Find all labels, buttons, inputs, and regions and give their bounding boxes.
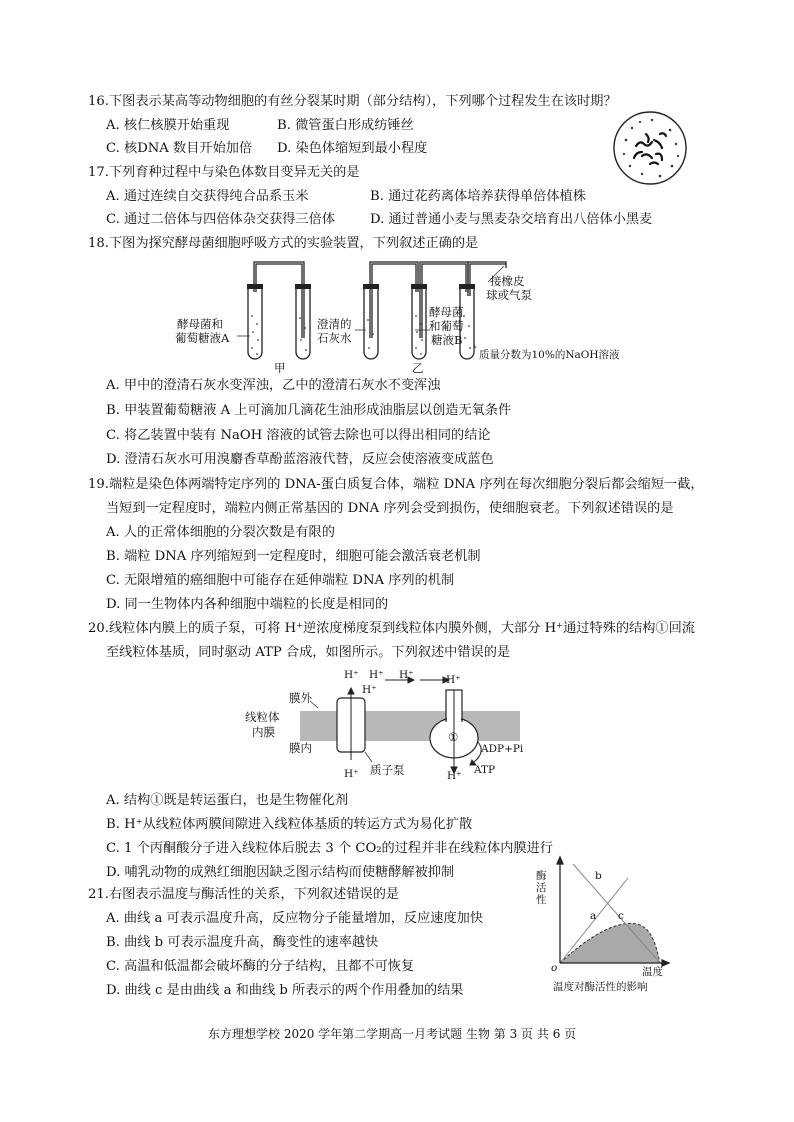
label-structure-one: ① <box>448 730 459 744</box>
q21-option-d: D. 曲线 c 是由曲线 a 和曲线 b 所表示的两个作用叠加的结果 <box>106 983 464 998</box>
graph-origin: o <box>551 962 558 974</box>
q20-option-a: A. 结构①既是转运蛋白，也是生物催化剂 <box>106 793 349 808</box>
label-membrane-outer: 膜外 <box>289 691 312 705</box>
label-proton-pump: 质子泵 <box>370 763 405 777</box>
label-lime-line1: 澄清的 <box>317 317 352 331</box>
label-membrane-inner: 膜内 <box>289 741 312 755</box>
label-lime-line2: 石灰水 <box>317 331 352 345</box>
h-plus-top-mid: H⁺ <box>362 684 377 696</box>
label-yeast-a-line1: 酵母菌和 <box>177 317 223 331</box>
q18-option-b: B. 甲装置葡萄糖液 A 上可滴加几滴花生油形成油脂层以创造无氧条件 <box>106 403 512 418</box>
curve-a-label: a <box>590 910 597 922</box>
q16-option-d: D. 染色体缩短到最小程度 <box>277 141 428 156</box>
q16-option-c: C. 核DNA 数目开始加倍 <box>106 141 253 156</box>
q17-option-a: A. 通过连续自交获得纯合品系玉米 <box>106 189 309 204</box>
h-plus-arrow-2: H⁺ <box>399 669 414 681</box>
label-naoh-solution: 质量分数为10%的NaOH溶液 <box>479 349 620 361</box>
label-yeast-b-line2: 和葡萄 <box>429 319 464 333</box>
page-footer: 东方理想学校 2020 学年第二学期高一月考试题 生物 第 3 页 共 6 页 <box>208 1027 577 1041</box>
label-membrane-line1: 线粒体 <box>245 710 280 724</box>
q20-option-b: B. H⁺从线粒体两膜间隙进入线粒体基质的转运方式为易化扩散 <box>106 817 473 832</box>
label-jia: 甲 <box>274 361 286 375</box>
q21-option-b: B. 曲线 b 可表示温度升高，酶变性的速率越快 <box>106 935 379 950</box>
q19-stem-line1: 19.端粒是染色体两端特定序列的 DNA-蛋白质复合体，端粒 DNA 序列在每次细胞分裂后都会缩短一截， <box>88 477 704 492</box>
label-membrane-line2: 内膜 <box>252 725 275 739</box>
q17-option-b: B. 通过花药离体培养获得单倍体植株 <box>370 189 586 204</box>
q19-stem-line2: 当短到一定程度时，端粒内侧正常基因的 DNA 序列会受到损伤，使细胞衰老。下列叙述错误的是 <box>106 501 674 516</box>
label-yeast-b-line3: 糖液B <box>431 333 463 347</box>
q19-option-a: A. 人的正常体细胞的分裂次数是有限的 <box>106 525 335 540</box>
label-yi: 乙 <box>412 361 424 375</box>
h-plus-top-right: H⁺ <box>446 674 461 686</box>
q17-option-c: C. 通过二倍体与四倍体杂交获得三倍体 <box>106 212 336 227</box>
label-yeast-b-line1: 酵母菌 <box>429 305 464 319</box>
q17-stem: 17.下列育种过程中与染色体数目变异无关的是 <box>88 165 360 180</box>
q16-option-a: A. 核仁核膜开始重现 <box>106 118 230 133</box>
label-atp: ATP <box>474 764 496 776</box>
q20-option-d: D. 哺乳动物的成熟红细胞因缺乏图示结构而使糖酵解被抑制 <box>106 865 455 880</box>
q20-stem-line1: 20.线粒体内膜上的质子泵，可将 H⁺逆浓度梯度泵到线粒体内膜外侧，大部分 H⁺通过特殊的结构①回流 <box>88 621 695 636</box>
q21-option-a: A. 曲线 a 可表示温度升高，反应物分子能量增加，反应速度加快 <box>106 911 484 926</box>
q20-option-c: C. 1 个丙酮酸分子进入线粒体后脱去 3 个 CO₂的过程并非在线粒体内膜进行 <box>106 841 553 856</box>
q16-option-b: B. 微管蛋白形成纺锤丝 <box>277 118 414 133</box>
h-plus-bottom-left: H⁺ <box>344 768 359 780</box>
q18-option-a: A. 甲中的澄清石灰水变浑浊，乙中的澄清石灰水不变浑浊 <box>106 378 441 393</box>
q17-option-d: D. 通过普通小麦与黑麦杂交培育出八倍体小黑麦 <box>370 212 653 227</box>
curve-b-label: b <box>595 870 602 882</box>
q19-option-d: D. 同一生物体内各种细胞中端粒的长度是相同的 <box>106 597 389 612</box>
q20-stem-line2: 至线粒体基质，同时驱动 ATP 合成，如图所示。下列叙述中错误的是 <box>106 645 511 660</box>
label-yeast-a-line2: 葡萄糖液A <box>175 331 230 345</box>
curve-c-label: c <box>618 910 624 922</box>
label-pump-line1: 接橡皮 <box>490 274 525 288</box>
q21-stem: 21.右图表示温度与酶活性的关系，下列叙述错误的是 <box>88 887 400 902</box>
label-adp-pi: ADP+Pi <box>481 743 524 755</box>
h-plus-bottom-right: H⁺ <box>447 770 462 782</box>
q19-option-b: B. 端粒 DNA 序列缩短到一定程度时，细胞可能会激活衰老机制 <box>106 549 481 564</box>
h-plus-top-left: H⁺ <box>344 669 359 681</box>
q18-option-c: C. 将乙装置中装有 NaOH 溶液的试管去除也可以得出相同的结论 <box>106 428 491 443</box>
q18-option-d: D. 澄清石灰水可用溴麝香草酚蓝溶液代替，反应会使溶液变成蓝色 <box>106 452 494 467</box>
q21-option-c: C. 高温和低温都会破坏酶的分子结构，且都不可恢复 <box>106 959 415 974</box>
q18-stem: 18.下图为探究酵母菌细胞呼吸方式的实验装置，下列叙述正确的是 <box>88 236 479 251</box>
graph-xlabel: 温度 <box>642 966 663 978</box>
q19-option-c: C. 无限增殖的癌细胞中可能存在延伸端粒 DNA 序列的机制 <box>106 573 455 588</box>
graph-ylabel: 酶活性 <box>536 870 547 906</box>
q16-stem: 16.下图表示某高等动物细胞的有丝分裂某时期（部分结构），下列哪个过程发生在该时期？ <box>88 94 617 109</box>
graph-caption: 温度对酶活性的影响 <box>553 981 648 993</box>
h-plus-arrow-1: H⁺ <box>369 669 384 681</box>
label-pump-line2: 球或气泵 <box>486 288 532 302</box>
